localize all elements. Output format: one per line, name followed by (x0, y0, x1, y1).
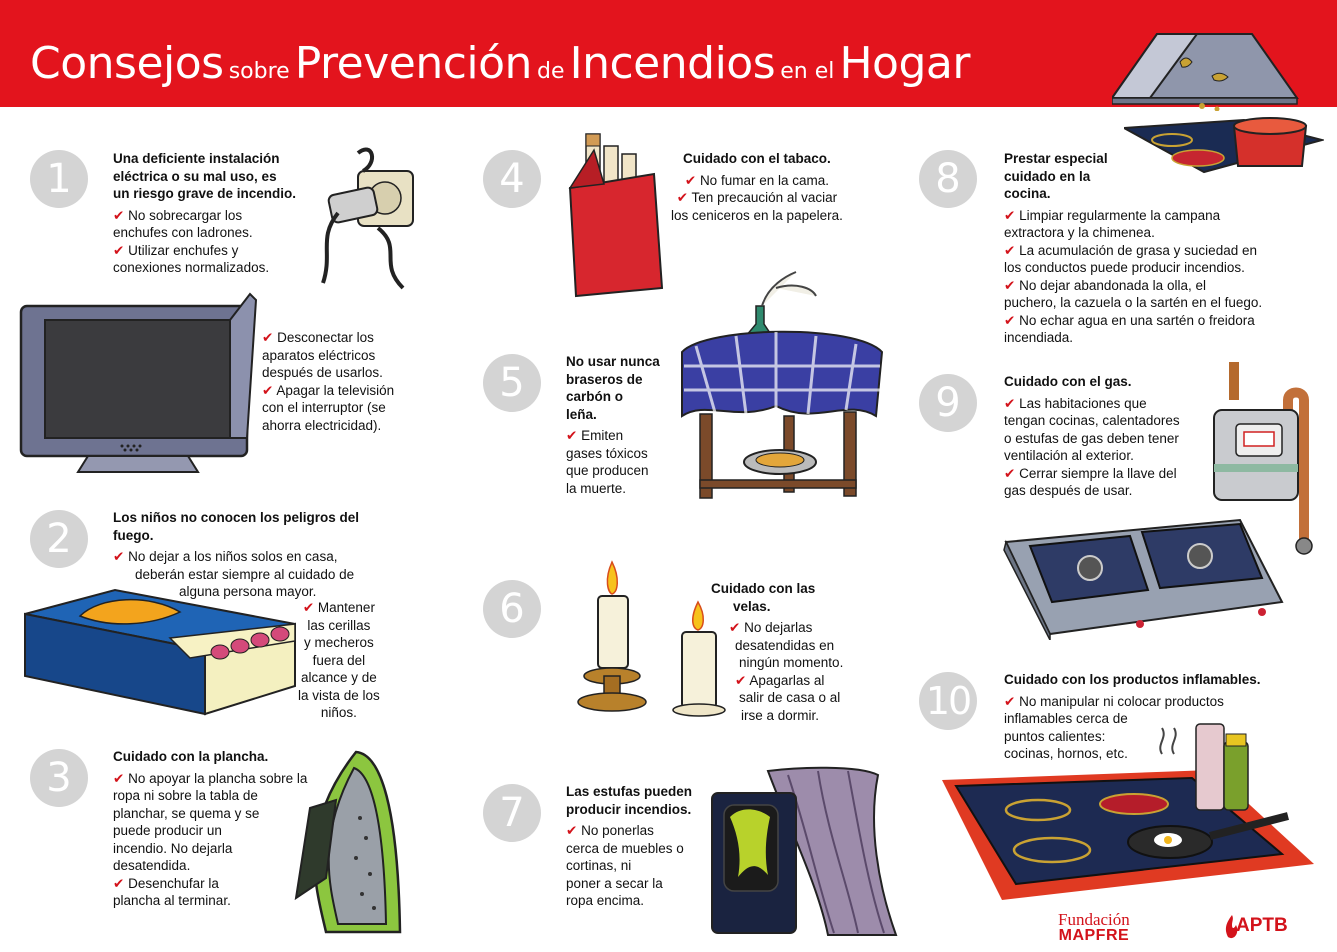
tip-5-text (566, 353, 660, 497)
check-icon: ✔ (1004, 465, 1016, 481)
check-icon: ✔ (729, 620, 741, 635)
title-word: Incendios (569, 38, 776, 89)
tip-number-badge: 8 (919, 150, 977, 208)
tip-line: que producen (566, 463, 649, 478)
tip-2-title (113, 509, 359, 544)
tip-line: La acumulación de grasa y suciedad en (1019, 242, 1257, 258)
title-line: No usar nunca (566, 354, 660, 369)
title-word: de (537, 59, 565, 84)
tip-line: las cerillas (307, 617, 371, 633)
tip-line: alguna persona mayor. (179, 584, 317, 599)
tip-number-badge: 2 (30, 510, 88, 568)
title-line: fuego. (113, 527, 154, 543)
tip-3-text (113, 748, 307, 910)
check-icon: ✔ (735, 672, 747, 688)
tip-line: tengan cocinas, calentadores (1004, 413, 1180, 428)
title-word: Prevención (294, 38, 532, 89)
tip-line: o estufas de gas deben tener (1004, 430, 1179, 446)
tip-line: Las habitaciones que (1019, 395, 1147, 411)
tip-number-badge: 9 (919, 374, 977, 432)
title-line: braseros de (566, 371, 643, 387)
fundacion-mapfre-logo (1058, 912, 1130, 944)
title-word: Hogar (839, 38, 970, 89)
tip-line: plancha al terminar. (113, 893, 231, 908)
tip-line: ropa ni sobre la tabla de (113, 788, 258, 803)
tip-line: puntos calientes: (1004, 728, 1106, 744)
page-title (30, 38, 970, 89)
tip-10-title: Cuidado con los productos inflamables. (1004, 672, 1261, 687)
tip-line: desatendidas en (735, 637, 835, 653)
check-icon: ✔ (1004, 277, 1016, 293)
tip-line: salir de casa o al (739, 690, 841, 705)
tip-line: gases tóxicos (566, 445, 648, 461)
tip-line: No echar agua en una sartén o freidora (1019, 312, 1255, 328)
check-icon: ✔ (566, 823, 578, 838)
title-line: producir incendios. (566, 801, 692, 817)
title-line: velas. (733, 598, 771, 614)
tip-1-text (113, 150, 296, 277)
plug-icon (318, 143, 430, 293)
check-icon: ✔ (1004, 207, 1016, 223)
title-line: un riesgo grave de incendio. (113, 186, 297, 201)
heater-icon (708, 765, 898, 937)
tip-line: gas después de usar. (1004, 483, 1133, 498)
logo-text: MAPFRE (1058, 927, 1130, 944)
tip-line: alcance y de (300, 670, 377, 685)
tip-line: incendio. No dejarla (113, 840, 233, 856)
tip-line: enchufes con ladrones. (113, 225, 253, 240)
title-line: Las estufas pueden (566, 784, 693, 799)
gas-stove-icon (1000, 516, 1284, 640)
extractor-hood-icon (1112, 26, 1302, 111)
check-icon: ✔ (1004, 312, 1016, 328)
check-icon: ✔ (113, 207, 125, 223)
check-icon: ✔ (302, 600, 315, 615)
tip-line: cocinas, hornos, etc. (1004, 746, 1128, 761)
tip-3-title: Cuidado con la plancha. (113, 749, 269, 764)
tip-line: Emiten (581, 428, 624, 443)
tip-line: Limpiar regularmente la campana (1019, 207, 1221, 223)
tip-line: conexiones normalizados. (113, 260, 270, 275)
tip-number-badge: 3 (30, 749, 88, 807)
tip-line: Ten precaución al vaciar (691, 190, 838, 205)
tip-line: con el interruptor (se (262, 400, 386, 415)
title-line: Prestar especial (1004, 151, 1108, 166)
candles-icon (566, 556, 732, 720)
tip-line: ningún momento. (739, 655, 844, 670)
television-icon (18, 290, 260, 476)
hob-flammables-icon (942, 714, 1314, 902)
title-line: Cuidado con las (711, 581, 816, 596)
tip-7-title (566, 783, 692, 818)
tip-line: Mantener (317, 600, 375, 615)
check-icon: ✔ (113, 770, 125, 786)
tip-number-badge: 4 (483, 150, 541, 208)
title-line: Una deficiente instalación (113, 151, 280, 166)
title-line: leña. (566, 406, 597, 422)
tip-line: ropa encima. (566, 893, 645, 908)
tip-line: extractora y la chimenea. (1004, 225, 1155, 240)
tip-8-text (1004, 150, 1262, 347)
check-icon: ✔ (262, 382, 274, 398)
tip-line: poner a secar la (566, 875, 663, 891)
title-line: eléctrica o su mal uso, es (113, 168, 277, 184)
tip-line: desatendida. (113, 858, 191, 873)
check-icon: ✔ (1004, 242, 1016, 258)
tip-line: No dejarlas (744, 620, 813, 635)
check-icon: ✔ (113, 549, 125, 564)
tip-line: Cerrar siempre la llave del (1019, 465, 1177, 481)
title-line: Los niños no conocen los peligros del (113, 510, 360, 525)
tip-number-badge: 6 (483, 580, 541, 638)
tip-line: niños. (320, 705, 357, 720)
check-icon: ✔ (676, 190, 689, 205)
title-line: carbón o (566, 389, 624, 404)
brazier-table-icon (676, 266, 888, 504)
tip-4-title: Cuidado con el tabaco. (683, 151, 831, 166)
tip-1-title (113, 150, 296, 203)
tip-line: incendiada. (1004, 330, 1074, 345)
check-icon: ✔ (262, 330, 274, 345)
tip-line: No ponerlas (581, 823, 654, 838)
tip-line: No manipular ni colocar productos (1019, 693, 1224, 709)
tip-line: Desenchufar la (128, 875, 219, 891)
tip-2b-text (298, 599, 380, 722)
tip-line: cortinas, ni (566, 858, 632, 873)
tip-line: cerca de muebles o (566, 840, 684, 856)
check-icon: ✔ (566, 428, 578, 443)
check-icon: ✔ (113, 875, 125, 891)
tip-9-title: Cuidado con el gas. (1004, 374, 1132, 389)
tip-5-title (566, 353, 660, 423)
tip-6-title (711, 580, 843, 615)
tip-line: aparatos eléctricos (262, 347, 376, 363)
tip-number-badge: 10 (919, 672, 977, 730)
matchbox-icon (20, 586, 302, 718)
title-word: sobre (228, 59, 290, 84)
tip-8-title (1004, 150, 1262, 203)
logo-text: APTB (1236, 915, 1288, 936)
tip-line: inflamables cerca de (1004, 711, 1128, 726)
tip-line: la muerte. (566, 480, 627, 496)
tip-line: después de usarlos. (262, 365, 383, 380)
tip-line: Apagarlas al (749, 672, 825, 688)
tip-line: la vista de los (298, 687, 380, 703)
tip-line: puede producir un (113, 823, 222, 838)
tip-line: deberán estar siempre al cuidado de (135, 566, 355, 582)
tip-line: los ceniceros en la papelera. (671, 207, 843, 223)
tip-line: los conductos puede producir incendios. (1004, 260, 1245, 275)
cigarette-pack-icon (564, 128, 664, 298)
title-line: cuidado en la (1004, 168, 1091, 184)
tip-line: No dejar abandonada la olla, el (1019, 277, 1206, 293)
tip-line: Desconectar los (277, 330, 374, 345)
tip-line: puchero, la cazuela o la sartén en el fuego. (1004, 295, 1263, 310)
tip-line: No fumar en la cama. (699, 172, 829, 188)
tip-9-text (1004, 373, 1180, 500)
tip-number-badge: 7 (483, 784, 541, 842)
tip-1b-text (262, 329, 394, 434)
tip-line: No dejar a los niños solos en casa, (128, 549, 338, 564)
check-icon: ✔ (1004, 693, 1016, 709)
tip-6-text (711, 580, 843, 724)
tip-number-badge: 5 (483, 354, 541, 412)
tip-line: No apoyar la plancha sobre la (128, 770, 308, 786)
title-line: cocina. (1004, 186, 1051, 201)
tip-line: planchar, se quema y se (113, 805, 260, 821)
check-icon: ✔ (1004, 395, 1016, 411)
tip-line: fuera del (312, 652, 366, 668)
check-icon: ✔ (684, 172, 697, 188)
tip-7-text (566, 783, 692, 910)
tip-line: No sobrecargar los (128, 207, 243, 223)
check-icon: ✔ (113, 242, 125, 258)
tip-number-badge: 1 (30, 150, 88, 208)
tip-line: Utilizar enchufes y (128, 242, 239, 258)
tip-line: irse a dormir. (741, 707, 820, 723)
tip-4-text (671, 150, 843, 224)
aptb-logo (1222, 913, 1288, 948)
tip-line: y mecheros (304, 635, 374, 650)
tip-line: Apagar la televisión (276, 382, 395, 398)
title-word: Consejos (30, 38, 224, 89)
tip-line: ahorra electricidad). (262, 417, 382, 433)
title-word: en el (780, 59, 835, 84)
logo-text: Fundación (1058, 910, 1130, 929)
iron-icon (286, 748, 408, 938)
tip-line: ventilación al exterior. (1004, 448, 1134, 463)
